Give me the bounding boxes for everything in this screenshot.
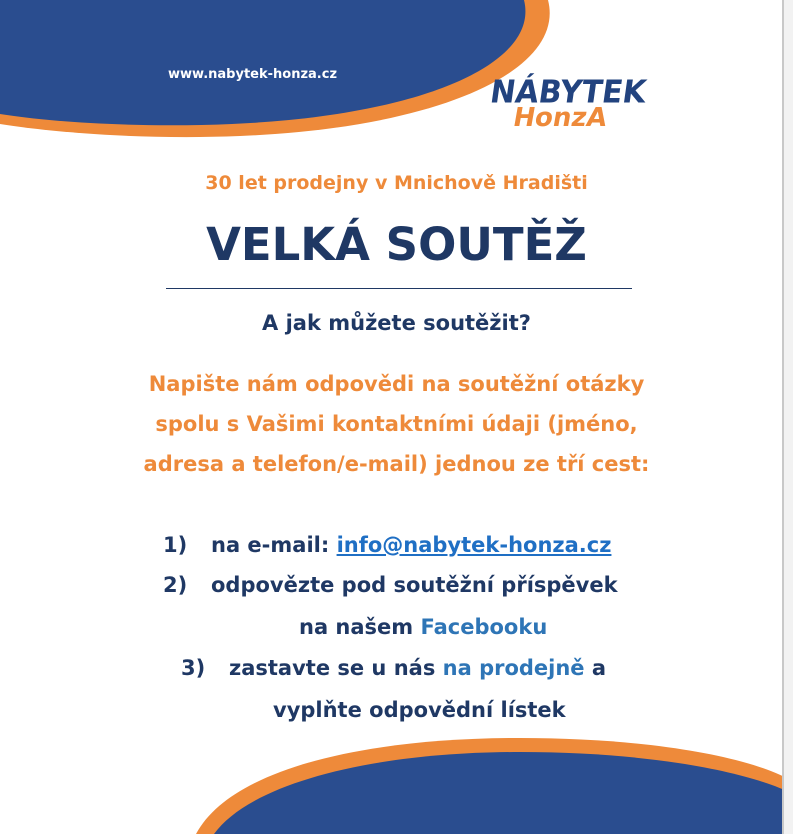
email-link[interactable]: info@nabytek-honza.cz — [336, 533, 612, 557]
step-2-number: 2) — [163, 573, 188, 597]
step-3-number: 3) — [181, 656, 206, 680]
logo-honza: HonzA — [510, 103, 610, 133]
store-link[interactable]: na prodejně — [442, 656, 585, 680]
step-2-text: odpovězte pod soutěžní příspěvek — [211, 573, 618, 597]
instructions-text: Napište nám odpovědi na soutěžní otázky spolu s Vašimi kontaktními údaji (jméno, adresa a telefon/e-mail) jednou ze tří cest: — [143, 372, 650, 476]
title-divider — [166, 288, 632, 289]
page-title: VELKÁ SOUTĚŽ — [206, 218, 587, 271]
subtitle: 30 let prodejny v Mnichově Hradišti — [205, 172, 588, 194]
facebook-link[interactable]: Facebooku — [420, 615, 548, 639]
step-2-line2 — [299, 615, 547, 639]
website-url: www.nabytek-honza.cz — [168, 67, 338, 82]
right-edge-line — [782, 0, 784, 834]
top-blue-swoosh — [0, 0, 525, 125]
question-heading: A jak můžete soutěžit? — [262, 311, 531, 335]
logo-nabytek: NÁBYTEK — [487, 74, 649, 111]
step-3-line2-text: vyplňte odpovědní lístek — [273, 698, 566, 722]
step-3-line2 — [273, 698, 566, 722]
right-margin — [784, 0, 793, 834]
step-1-text: na e-mail: — [211, 533, 337, 557]
step-3-text-after: a — [584, 656, 607, 680]
step-1-number: 1) — [163, 533, 188, 557]
step-1 — [163, 533, 611, 557]
step-2-line2-text: na našem — [299, 615, 421, 639]
step-3 — [181, 656, 606, 680]
step-2 — [163, 573, 618, 597]
step-3-text: zastavte se u nás — [229, 656, 443, 680]
